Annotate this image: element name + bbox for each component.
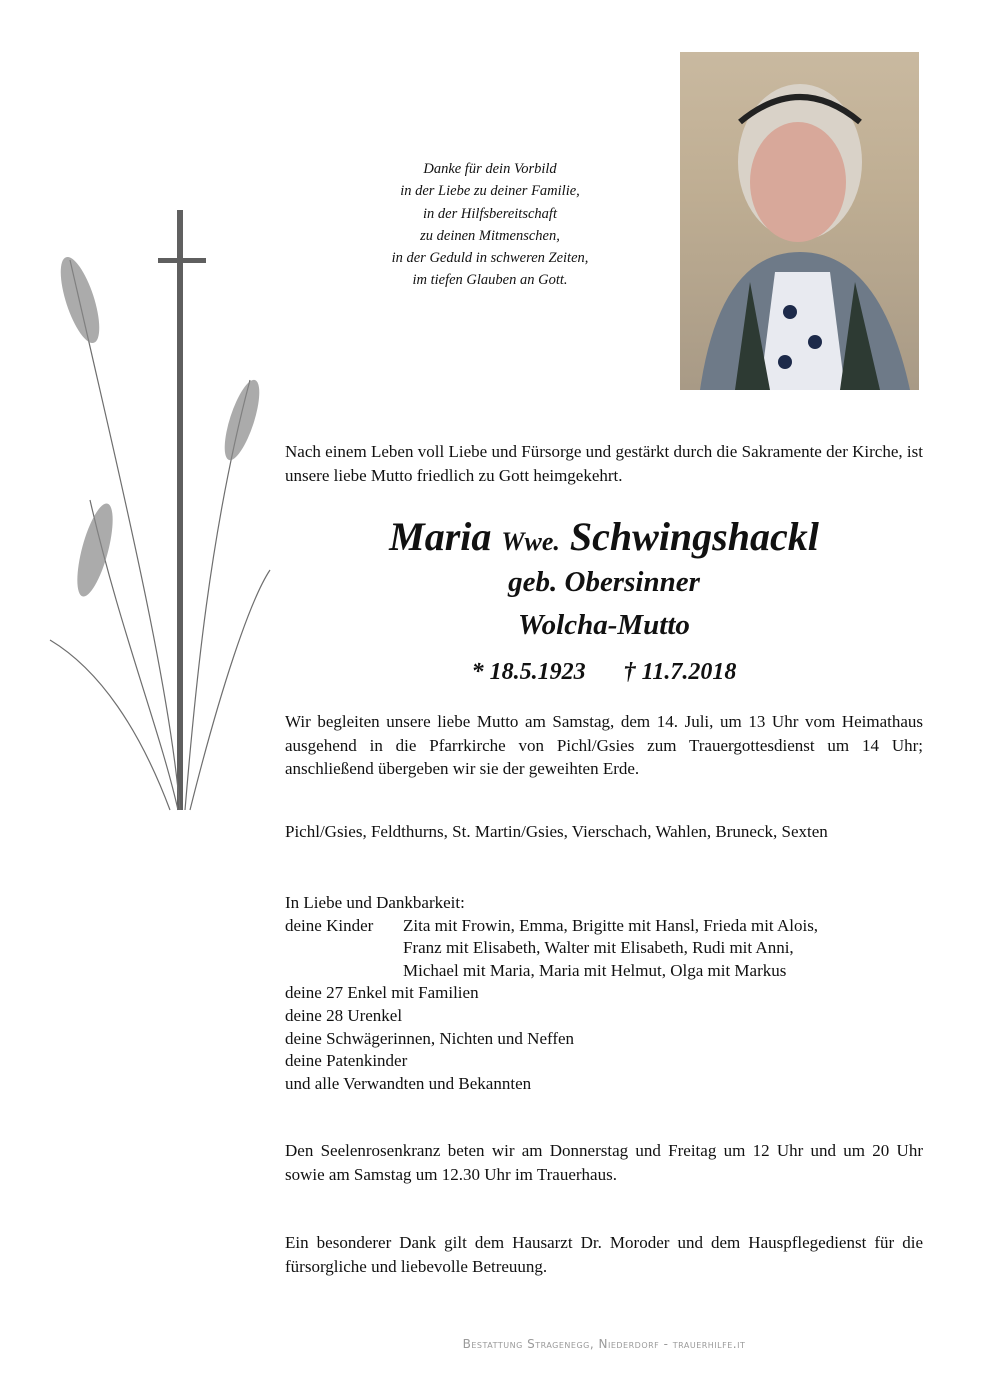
family-line: deine 27 Enkel mit Familien: [285, 983, 479, 1003]
children-label: deine Kinder: [285, 915, 374, 935]
poem-line: Danke für dein Vorbild: [423, 161, 557, 177]
funeral-text: Wir begleiten unsere liebe Mutto am Samstag, dem 14. Juli, um 13 Uhr vom Heimathaus ausgehend in die Pfarrkirche von Pichl/Gsies zum Trauergottesdienst um 14 Uhr; anschließend übergeben wir sie der geweihten Erde.: [285, 712, 923, 778]
children-line: Franz mit Elisabeth, Walter mit Elisabeth, Rudi mit Anni,: [403, 938, 794, 958]
children-line: Zita mit Frowin, Emma, Brigitte mit Hansl, Frieda mit Alois,: [403, 915, 819, 935]
poem-line: im tiefen Glauben an Gott.: [412, 272, 568, 289]
nickname: Wolcha-Mutto: [518, 609, 690, 641]
footer-credit: Bestattung Stragenegg, Niederdorf - trauerhilfe.it: [462, 1337, 746, 1351]
poem-line: zu deinen Mitmenschen,: [420, 227, 560, 244]
poem-line: in der Liebe zu deiner Familie,: [400, 183, 580, 200]
birth-name: geb. Obersinner: [508, 566, 700, 598]
family-line: deine Patenkinder: [285, 1051, 408, 1071]
birth-date: * 18.5.1923: [471, 659, 586, 685]
family-list: [285, 892, 923, 1095]
portrait-photo: [680, 52, 919, 390]
death-date: † 11.7.2018: [623, 659, 737, 685]
places-text: Pichl/Gsies, Feldthurns, St. Martin/Gsies, Vierschach, Wahlen, Bruneck, Sexten: [285, 822, 828, 841]
last-name: Schwingshackl: [569, 514, 819, 559]
cross-wheat-illustration: [20, 170, 290, 830]
life-dates: [285, 656, 923, 688]
poem-line: in der Hilfsbereitschaft: [423, 205, 557, 222]
first-name: Maria: [389, 514, 492, 559]
family-heading: In Liebe und Dankbarkeit:: [285, 893, 465, 912]
widow-abbrev: Wwe.: [501, 527, 560, 556]
family-line: und alle Verwandten und Bekannten: [285, 1073, 532, 1093]
family-line: deine 28 Urenkel: [285, 1005, 403, 1025]
thanks-text: Ein besonderer Dank gilt dem Hausarzt Dr. Moroder und dem Hauspflegedienst für die fürsorgliche und liebevolle Betreuung.: [285, 1233, 923, 1276]
poem: [340, 158, 640, 292]
poem-line: in der Geduld in schweren Zeiten,: [391, 250, 589, 267]
deceased-name: [285, 512, 923, 567]
rosary-text: Den Seelenrosenkranz beten wir am Donnerstag und Freitag um 12 Uhr und um 20 Uhr sowie am Samstag um 12.30 Uhr im Trauerhaus.: [285, 1141, 923, 1184]
children-line: Michael mit Maria, Maria mit Helmut, Olga mit Markus: [403, 960, 787, 980]
family-line: deine Schwägerinnen, Nichten und Neffen: [285, 1028, 575, 1048]
intro-text: Nach einem Leben voll Liebe und Fürsorge und gestärkt durch die Sakramente der Kirche, ist unsere liebe Mutto friedlich zu Gott heimgekehrt.: [285, 442, 923, 485]
